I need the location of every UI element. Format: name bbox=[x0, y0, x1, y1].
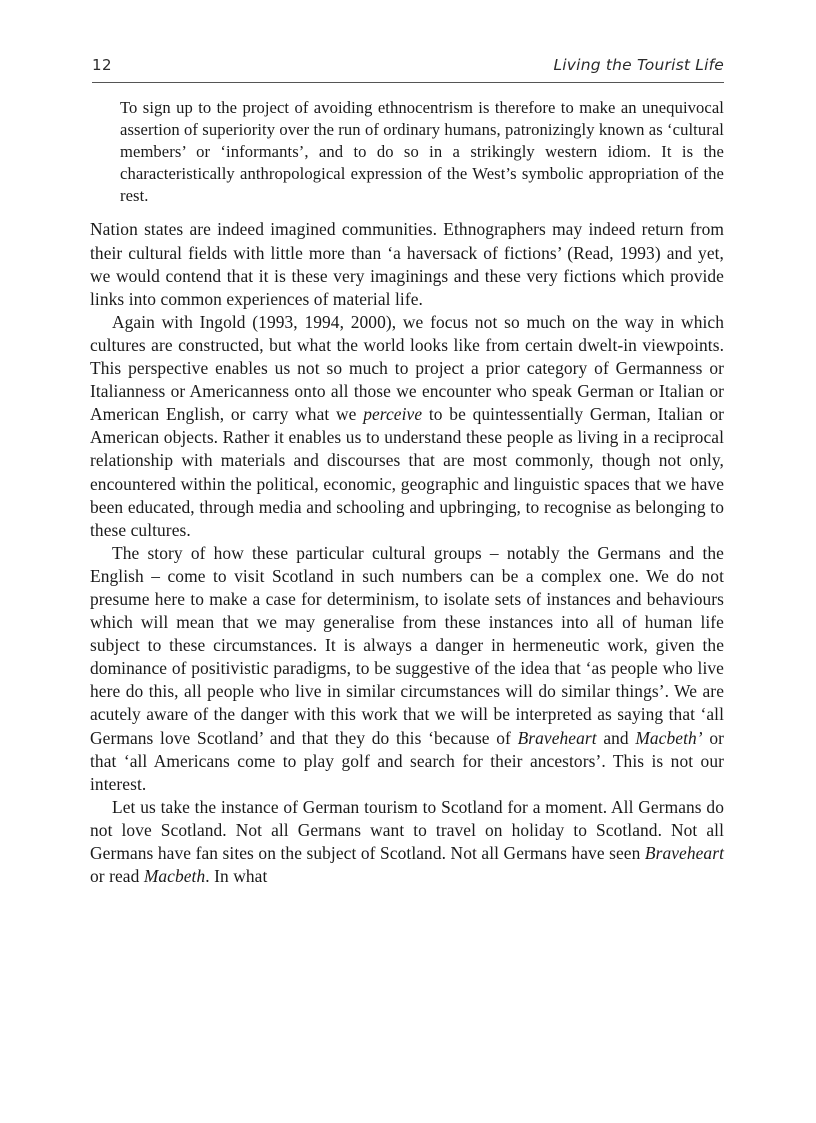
italic-macbeth: Macbeth bbox=[143, 866, 206, 887]
paragraph-text-part: or that ‘all Americans come to play golf and search for their ancestors’. This is not our interest. bbox=[90, 727, 724, 794]
block-quote bbox=[120, 97, 724, 207]
page-number: 12 bbox=[92, 56, 112, 74]
text-block bbox=[90, 97, 724, 888]
paragraph-text-part: . In what bbox=[205, 866, 268, 887]
paragraph-nation-states bbox=[90, 218, 724, 310]
header-divider bbox=[92, 82, 724, 83]
italic-braveheart: Braveheart bbox=[517, 727, 597, 748]
paragraph-the-story-of-how bbox=[90, 542, 724, 796]
italic-macbeth: Macbeth’ bbox=[635, 727, 703, 748]
paragraph-text-part: or read bbox=[90, 866, 144, 887]
paragraph-again-with-ingold bbox=[90, 311, 724, 542]
paragraph-text-part: Let us take the instance of German tourism to Scotland for a moment. All Germans do not love Scotland. Not all Germans want to travel on holiday to Scotland. Not all Germans have fan sites on the subject of Scotland. Not all Germans have seen bbox=[90, 796, 724, 863]
paragraph-text-part: and bbox=[596, 727, 636, 748]
running-head bbox=[92, 56, 724, 74]
paragraph-text: Nation states are indeed imagined communities. Ethnographers may indeed return from their cultural fields with little more than ‘a haversack of fictions’ (Read, 1993) and yet, we would contend that it is these very imaginings and these very fictions which provide links into common experiences of material life. bbox=[90, 219, 724, 309]
italic-perceive: perceive bbox=[363, 404, 423, 425]
paragraph-text-part: The story of how these particular cultural groups – notably the Germans and the English – come to visit Scotland in such numbers can be a complex one. We do not presume here to make a case for determinism, to isolate sets of instances and behaviours which will mean that we may generalise from these instances into all of human life subject to these circumstances. It is always a danger in hermeneutic work, given the dominance of positivistic paradigms, to be suggestive of the idea that ‘as people who live here do this, all people who live in similar circumstances will do similar things’. We are acutely aware of the danger with this work that we will be interpreted as saying that ‘all Germans love Scotland’ and that they do this ‘because of bbox=[90, 542, 724, 748]
italic-braveheart: Braveheart bbox=[644, 843, 724, 863]
paragraph-text-part: to be quintessentially German, Italian or American objects. Rather it enables us to understand these people as living in a reciprocal relationship with materials and discourses that are most commonly, though not only, encountered within the political, economic, geographic and linguistic spaces that we have been educated, through media and schooling and upbringing, to recognise as belonging to these cultures. bbox=[90, 404, 724, 540]
block-quote-text: To sign up to the project of avoiding ethnocentrism is therefore to make an unequivocal assertion of superiority over the run of ordinary humans, patronizingly known as ‘cultural members’ or ‘informants’, and to do so in a strikingly western idiom. It is the characteristically anthropological expression of the West’s symbolic appropriation of the rest. bbox=[120, 98, 724, 206]
running-head-title: Living the Tourist Life bbox=[553, 56, 724, 74]
paragraph-let-us-take bbox=[90, 796, 724, 888]
paragraph-text-part: Again with Ingold (1993, 1994, 2000), we focus not so much on the way in which cultures are constructed, but what the world looks like from certain dwelt-in viewpoints. This perspective enables us not so much to project a prior category of Germanness or Italianness or Americanness onto all those we encounter who speak German or Italian or American English, or carry what we bbox=[90, 311, 724, 425]
